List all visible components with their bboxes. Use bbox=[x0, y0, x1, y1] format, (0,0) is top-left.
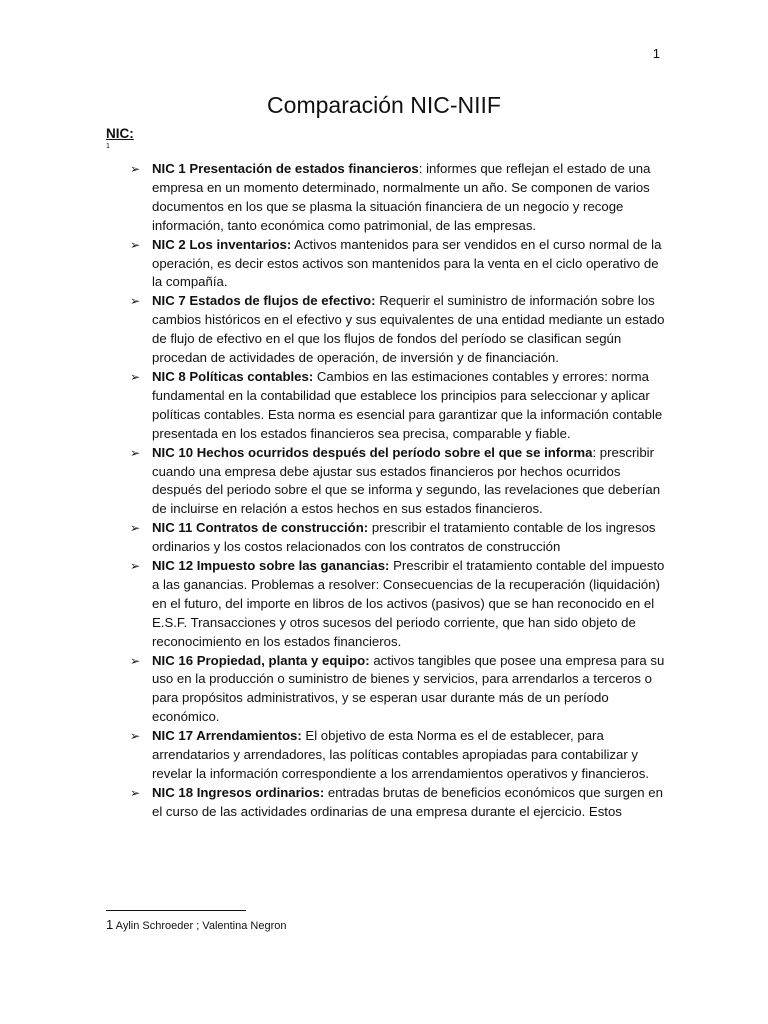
item-text: prescribir cuando una empresa debe ajustar sus estados financieros por hechos ocurridos después del periodo sobre el que se informa y segundo, las revelaciones que deberían de incluirse en relación a estos hechos en sus estados financieros. bbox=[152, 444, 661, 517]
arrow-bullet-icon: ➢ bbox=[130, 294, 141, 309]
footnote-number: 1 bbox=[106, 917, 114, 932]
item-text: Requerir el suministro de información sobre los cambios históricos en el efectivo y sus equivalentes de una entidad mediante un estado de flujo de efectivo en el que los flujos de fondos del período se clasifican según procedan de actividades de operación, de inversión y de financiación. bbox=[152, 293, 665, 366]
item-term: NIC 18 Ingresos ordinarios: bbox=[152, 784, 325, 800]
item-text: informes que reflejan el estado de una empresa en un momento determinado, normalmente un año. Se componen de varios documentos en los que se plasma la situación financiera de un negocio y recoge información, tanto económica como patrimonial, de las empresas. bbox=[152, 161, 651, 233]
item-text: activos tangibles que posee una empresa para su uso en la producción o suministro de bienes y servicios, para arrendarlos a terceros o para propósitos administrativos, y se esperan usar durante más de un período económico. bbox=[152, 652, 665, 725]
item-term: NIC 12 Impuesto sobre las ganancias: bbox=[152, 558, 390, 574]
list-item bbox=[130, 368, 665, 444]
item-separator: : bbox=[592, 444, 600, 460]
item-text: Prescribir el tratamiento contable del impuesto a las ganancias. Problemas a resolver: Consecuencias de la recuperación (liquidación) en el futuro, del importe en libros de los activos (pasivos) que se han reconocido en el E.S.F. Transacciones y otros sucesos del periodo corriente, que han sido objeto de reconocimiento en los estados financieros. bbox=[152, 558, 665, 649]
arrow-bullet-icon: ➢ bbox=[130, 162, 141, 176]
item-term: NIC 10 Hechos ocurridos después del período sobre el que se informa bbox=[152, 444, 593, 460]
arrow-bullet-icon: ➢ bbox=[130, 369, 141, 384]
item-text: Activos mantenidos para ser vendidos en el curso normal de la operación, es decir estos activos son mantenidos para la venta en el ciclo operativo de la compañía. bbox=[152, 236, 662, 290]
nic-list bbox=[130, 160, 665, 822]
list-item bbox=[130, 727, 665, 784]
list-item bbox=[130, 652, 665, 728]
item-term: NIC 2 Los inventarios: bbox=[152, 236, 292, 252]
arrow-bullet-icon: ➢ bbox=[130, 559, 141, 574]
page-number: 1 bbox=[652, 46, 660, 61]
arrow-bullet-icon: ➢ bbox=[130, 445, 141, 460]
list-item bbox=[130, 557, 665, 652]
footnote-divider bbox=[106, 910, 246, 911]
item-term: NIC 1 Presentación de estados financieros bbox=[152, 161, 419, 176]
item-text: entradas brutas de beneficios económicos que surgen en el curso de las actividades ordinarias de una empresa durante el ejercicio. Estos bbox=[152, 784, 663, 819]
list-item bbox=[130, 236, 665, 293]
item-term: NIC 11 Contratos de construcción: bbox=[152, 520, 369, 536]
item-term: NIC 17 Arrendamientos: bbox=[152, 728, 302, 744]
item-text: Cambios en las estimaciones contables y errores: norma fundamental en la contabilidad que establece los principios para seleccionar y aplicar políticas contables. Esta norma es esencial para garantizar que la información contable presentada en los estados financieros sea precisa, comparable y fiable. bbox=[152, 368, 663, 441]
item-term: NIC 16 Propiedad, planta y equipo: bbox=[152, 652, 370, 668]
item-term: NIC 8 Políticas contables: bbox=[152, 368, 314, 384]
arrow-bullet-icon: ➢ bbox=[130, 237, 141, 252]
item-term: NIC 7 Estados de flujos de efectivo: bbox=[152, 293, 376, 309]
footnote bbox=[106, 917, 287, 932]
arrow-bullet-icon: ➢ bbox=[130, 521, 141, 536]
list-item bbox=[130, 160, 665, 236]
arrow-bullet-icon: ➢ bbox=[130, 729, 141, 744]
arrow-bullet-icon: ➢ bbox=[130, 653, 141, 668]
item-text: prescribir el tratamiento contable de los ingresos ordinarios y los costos relacionados con los contratos de construcción bbox=[152, 520, 656, 555]
footnote-text: Aylin Schroeder ; Valentina Negron bbox=[113, 920, 287, 932]
item-separator: : bbox=[418, 161, 427, 176]
list-item bbox=[130, 784, 665, 822]
list-item bbox=[130, 292, 665, 368]
list-item bbox=[130, 519, 665, 557]
section-heading: NIC: bbox=[106, 126, 134, 141]
arrow-bullet-icon: ➢ bbox=[130, 785, 141, 800]
list-item bbox=[130, 444, 665, 520]
item-text: El objetivo de esta Norma es el de establecer, para arrendatarios y arrendadores, las políticas contables apropiadas para contabilizar y revelar la información correspondiente a los arrendamientos operativos y financieros. bbox=[152, 728, 649, 781]
footnote-reference: 1 bbox=[106, 143, 110, 150]
page-title: Comparación NIC-NIIF bbox=[267, 92, 501, 118]
